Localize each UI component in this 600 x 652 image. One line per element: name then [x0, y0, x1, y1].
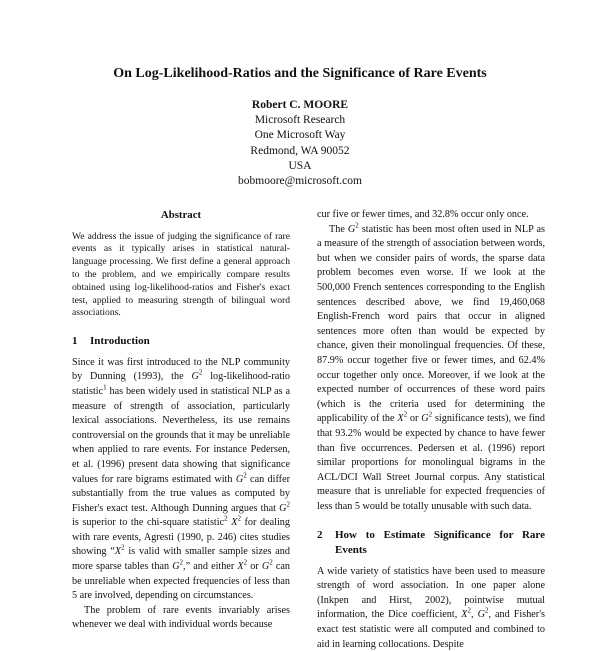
intro-paragraph-2: The problem of rare events invariably arises whenever we deal with individual words because — [72, 604, 290, 631]
g2-paragraph: The $G^2$ statistic has been most often used in NLP as a measure of the strength of association between words, but when we consider pairs of words, the sparse data problem becomes even worse. If we look at the 500,000 French sentences corresponding to the English sentences described above, we find 19,460,068 English-French word pairs that occur in aligned sentences more often than would be expected by chance, given their monolingual frequencies. Of these, 87.9% occur together five or fewer times, and 62.4% occur together only once. Moreover, if we look at the expected number of occurrences of these word pairs (which is the criteria used for determining the applicability of the $X^2$ or $G^2$ significance tests), we find that 93.2% would be expected by chance to have fewer than five occurrences. Pedersen et al. (1996) report similar proportions for monolingual bigrams in the ACL/DCI Wall Street Journal corpus. Any statistical measure that is unreliable for expected frequencies of less than 5 would be totally unusable with such data. — [317, 221, 545, 512]
author-name: Robert C. MOORE — [251, 99, 349, 111]
intro-paragraph-1: Since it was first introduced to the NLP community by Dunning (1993), the $G^2$ log-likelihood-ratio statistic$^1$ has been widely used in statistical NLP as a measure of strength of association, particularly lexical associations. Nevertheless, its use remains controversial on the grounds that it may be unreliable when applied to rare events. For instance Pedersen, et al. (1996) present data showing that significance values for rare bigrams estimated with $G^2$ can differ substantially from the true values as computed by Fisher's exact test. Although Dunning argues that $G^2$ is superior to the chi-square statistic$^2$ $X^2$ for dealing with rare events, Agresti (1990, p. 246) cites studies showing “$X^2$ is valid with smaller sample sizes and more sparse tables than $G^2$,” and either $X^2$ or $G^2$ can be unreliable when expected frequencies of less than 5 are involved, depending on circumstances. — [72, 356, 290, 602]
affiliation-line: Microsoft Research — [254, 114, 346, 127]
section-2-paragraph: A wide variety of statistics have been used to measure strength of word association. In one paper alone (Inkpen and Hirst, 2002), pointwise mutual information, the Dice coefficient, $X^2$, $G^2$, and Fisher's exact test statistic were all computed and combined to aid in learning collocations. Despite — [317, 565, 546, 650]
section-title: Introduction — [90, 335, 150, 348]
continued-paragraph: cur five or fewer times, and 32.8% occur only once. — [317, 209, 529, 220]
affiliation-line: Redmond, WA 90052 — [250, 144, 350, 157]
section-number: 2 — [317, 529, 323, 542]
author-email: bobmoore@microsoft.com — [238, 175, 362, 188]
abstract-text: We address the issue of judging the significance of rare events as it typically arises in statistical natural-language processing. We first define a general approach to the problem, and we empirically compare results obtained using log-likelihood-ratios and Fisher's exact test, applied to measuring strength of bilingual word associations. — [72, 230, 290, 319]
section-2-heading — [317, 528, 545, 557]
abstract-heading: Abstract — [160, 209, 202, 221]
left-column — [72, 208, 290, 633]
footnote-marker: 1 — [103, 383, 107, 392]
footnote-marker: 2 — [224, 514, 228, 523]
section-title: How to Estimate Significance for Rare Events — [335, 529, 545, 557]
section-number: 1 — [72, 335, 78, 348]
paper-title: On Log-Likelihood-Ratios and the Significance of Rare Events — [113, 66, 487, 81]
author-block — [0, 98, 600, 189]
affiliation-line: USA — [288, 159, 312, 172]
section-1-heading — [72, 334, 290, 349]
affiliation-line: One Microsoft Way — [254, 129, 346, 142]
right-column — [317, 208, 545, 652]
